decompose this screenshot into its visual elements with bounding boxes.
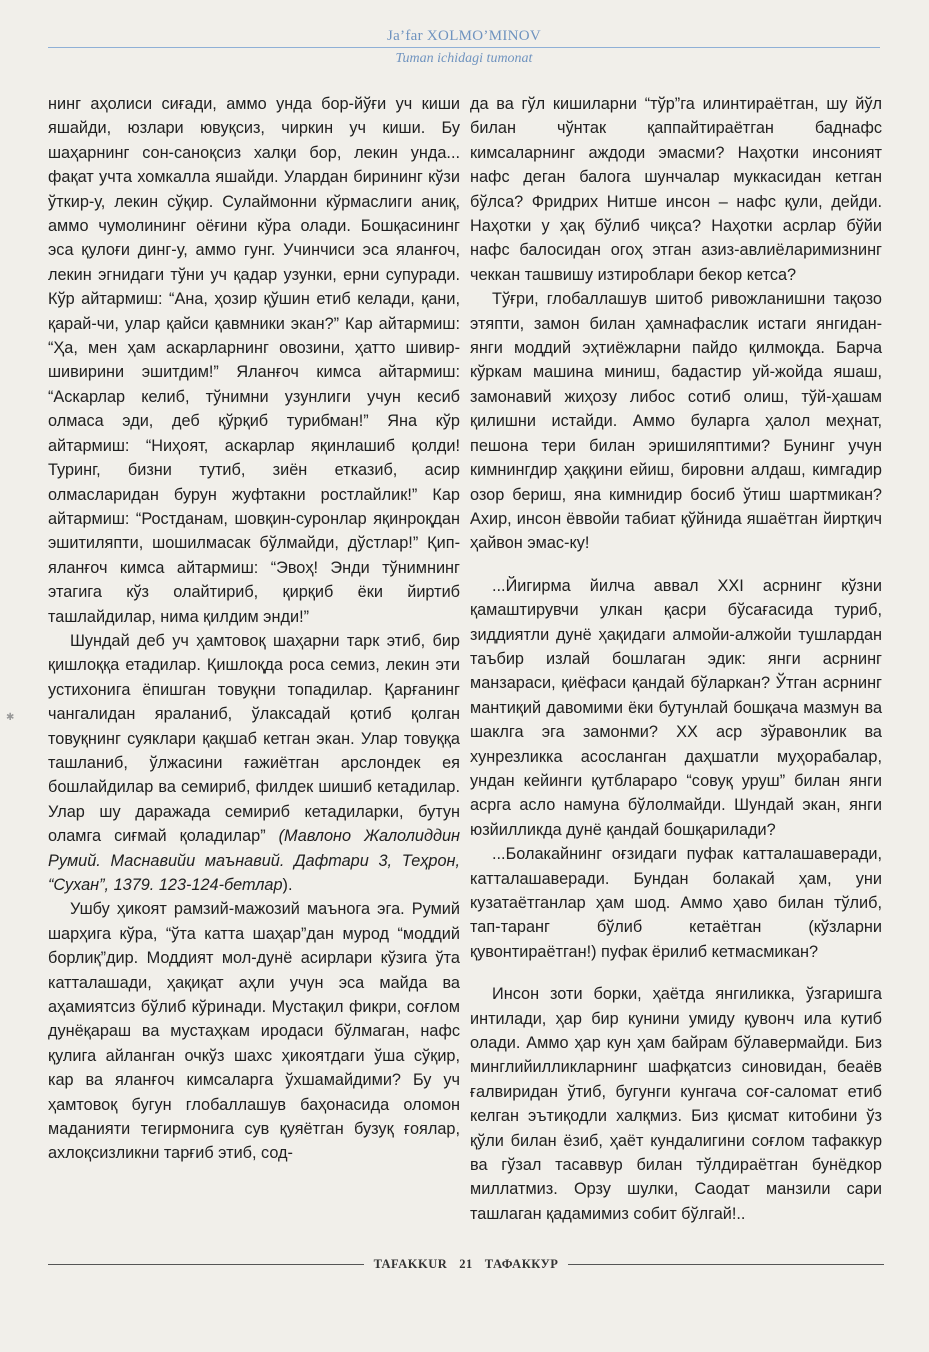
- footer-rule-right: [568, 1264, 884, 1265]
- paragraph: [48, 629, 460, 897]
- scan-speck: ✱: [6, 712, 15, 723]
- header-rule: [48, 47, 880, 48]
- paragraph: нинг аҳолиси сиғади, аммо унда бор-йўғи уч киши яшайди, юзлари ювуқсиз, чиркин уч киши. Бу шаҳарнинг сон-саноқсиз халқи бор, лекин унда... фақат учта хомкалла яшайди. Улардан бирининг кўзи ўткир-у, лекин сўқир. Сулаймонни кўрмаслиги аниқ, аммо чумолининг оёғини кўра олади. Бошқасининг эса қулоғи динг-у, аммо гунг. Учинчиси эса яланғоч, лекин эгнидаги тўни уч қадар узунки, ерни супуради. Кўр айтармиш: “Ана, ҳозир қўшин етиб келади, қани, қарай-чи, улар қайси қавмники экан?” Кар айтармиш: “Ҳа, мен ҳам аскарларнинг овозини, ҳатто шивир-шивирини эшитдим!” Яланғоч кимса айтармиш: “Аскарлар келиб, тўнимни узунлиги учун кесиб олмаса эди, деб қўрқиб турибман!” Яна кўр айтармиш: “Ниҳоят, аскарлар яқинлашиб қолди! Туринг, бизни тутиб, зиён етказиб, асир олмасларидан бурун жуфтакни ростлайлик!” Кар айтармиш: “Ростданам, шовқин-суронлар яқинроқдан эшитиляпти, шошилмасак бўлмайди, дўстлар!” Қип-яланғоч кимса айтармиш: “Эвоҳ! Энди тўнимнинг этагига кўз олайтириб, қирқиб ёки йиртиб ташлайдилар, нима қилдим энди!”: [48, 95, 460, 626]
- right-column: [470, 92, 882, 1226]
- running-header: [48, 28, 880, 67]
- paragraph: Инсон зоти борки, ҳаётда янгиликка, ўзгаришга интилади, ҳар бир кунини умиду қувонч ила кутиб олади. Аммо ҳар кун ҳам байрам бўлавермайди. Биз минглийилликларнинг шафқатсиз синовидан, беаёв ғалвиридан ўтиб, бугунги кунгача соғ-саломат етиб келган эътиқодли халқмиз. Биз қисмат китобини ўз қўли билан ёзиб, ҳаёт кундалигини соғлом тафаккур ва гўзал тасаввур билан тўлдираётган бунёдкор миллатмиз. Орзу шулки, Саодат манзили сари ташлаган қадамимиз собит бўлгай!..: [470, 985, 882, 1223]
- citation-end: ).: [282, 876, 293, 894]
- paragraph: ...Болакайнинг оғзидаги пуфак катталашаверади, катталашаверади. Бундан болакай ҳам, уни кузатаётганлар ҳам шод. Аммо ҳаво билан тўлиб, тап-таранг бўлиб кетаётган (кўзларни қувонтираётган!) пуфак ёрилиб кетмасмикан?: [470, 845, 882, 961]
- paragraph-text: Шундай деб уч ҳамтовоқ шаҳарни тарк этиб, бир қишлоққа етадилар. Қишлоқда роса семиз, лекин эти устихонига ёпишган товуқни топадилар. Қарғанинг чангалидан яраланиб, ўлаксадай қотиб қолган товуқнинг суяклари қақшаб кетган экан. Улар товуққа ташланиб, ўлжасини ғажиётган арслондек ея бошлайдилар ва семириб, филдек шишиб кетадилар. Улар шу даражада семириб кетадиларки, бутун оламга сиғмай қоладилар”: [48, 631, 460, 846]
- paragraph: Ушбу ҳикоят рамзий-мажозий маънога эга. Румий шарҳига кўра, “ўта катта шаҳар”дан мурод “моддий борлиқ”дир. Моддият мол-дунё асирлари кўзига ўта катталашади, ҳақиқат аҳли учун эса майда ва аҳамиятсиз бўлиб кўринади. Мустақил фикри, соғлом дунёқараш ва мустаҳкам иродаси бўлмаган, нафс қулига айланган очкўз шахс ҳикоятдаги ўша сўқир, кар ва яланғоч кимсаларга ўхшамайдими? Бу уч ҳамтовоқ бугун глобаллашув баҳонасида оломон маданияти тегирмонига сув қуяётган бузуқ ғоялар, ахлоқсизликни тарғиб этиб, сод-: [48, 900, 460, 1163]
- footer-rule-left: [48, 1264, 364, 1265]
- footer-magazine-cyrillic: ТАФАККУР: [484, 1256, 559, 1271]
- header-article-title: Tuman ichidagi tumonat: [395, 51, 533, 66]
- footer-labels: [364, 1257, 569, 1272]
- footer-magazine-latin: TAFAKKUR: [373, 1256, 448, 1271]
- paragraph: ...Йигирма йилча аввал XXI асрнинг кўзни қамаштирувчи улкан қасри бўсағасида туриб, зиддиятли дунё ҳақидаги алмойи-алжойи тушлардан таъбир излай бошлаган эдик: янги асрнинг манзараси, қиёфаси қандай бўларкан? Ўтган асрнинг мантиқий давомими ёки бутунлай бошқача мазмун ва шаклга эга замонми? XX аср зўравонлик ва хунрезликка асосланган даҳшатли муҳорабалар, ундан кейинги қутбларaро “совуқ уруш” билан янги асрга асло намуна бўлолмайди. Шундай экан, янги юзйилликда дунё қандай бошқарилади?: [470, 576, 882, 839]
- header-author: Ja’far XOLMO’MINOV: [386, 28, 542, 44]
- page-number: 21: [459, 1256, 473, 1271]
- citation: (Мавлоно Жалолиддин Румий. Маснавийи маънавий. Дафтари 3, Теҳрон, “Сухан”, 1379. 123-124-бетлар: [48, 827, 460, 894]
- left-column: [48, 92, 460, 1166]
- paragraph: да ва гўл кишиларни “тўр”га илинтираётган, шу йўл билан чўнтак қаппайтираётган баднафс кимсаларнинг аждоди эмасми? Наҳотки инсоният нафс деган балога шунчалар муккасидан кетган бўлса? Фридрих Нитше инсон – нафс қули, дейди. Наҳотки у ҳақ бўлиб чиқса? Наҳотки асрлар бўйи нафс балосидан огоҳ этган азиз-авлиёларимизнинг чеккан ташвишу изтироблари бекор кетса?: [470, 95, 882, 284]
- page-footer: [48, 1254, 884, 1274]
- paragraph: Тўғри, глобаллашув шитоб ривожланишни тақозо этяпти, замон билан ҳамнафаслик истаги янгидан-янги моддий эҳтиёжларни пайдо қилмоқда. Барча кўркам машина миниш, бадастир уй-жойда яшаш, замонавий жиҳозу либос сотиб олиш, тўй-ҳашам қилишни истайди. Аммо буларга ҳалол меҳнат, пешона тери билан эришиляптими? Бунинг учун кимнингдир ҳаққини ейиш, бировни алдаш, кимгадир озор бериш, яна кимнидир босиб ўтиш шартмикан? Ахир, инсон ёввойи табиат қўйнида яшаётган йиртқич ҳайвон эмас-ку!: [470, 290, 882, 553]
